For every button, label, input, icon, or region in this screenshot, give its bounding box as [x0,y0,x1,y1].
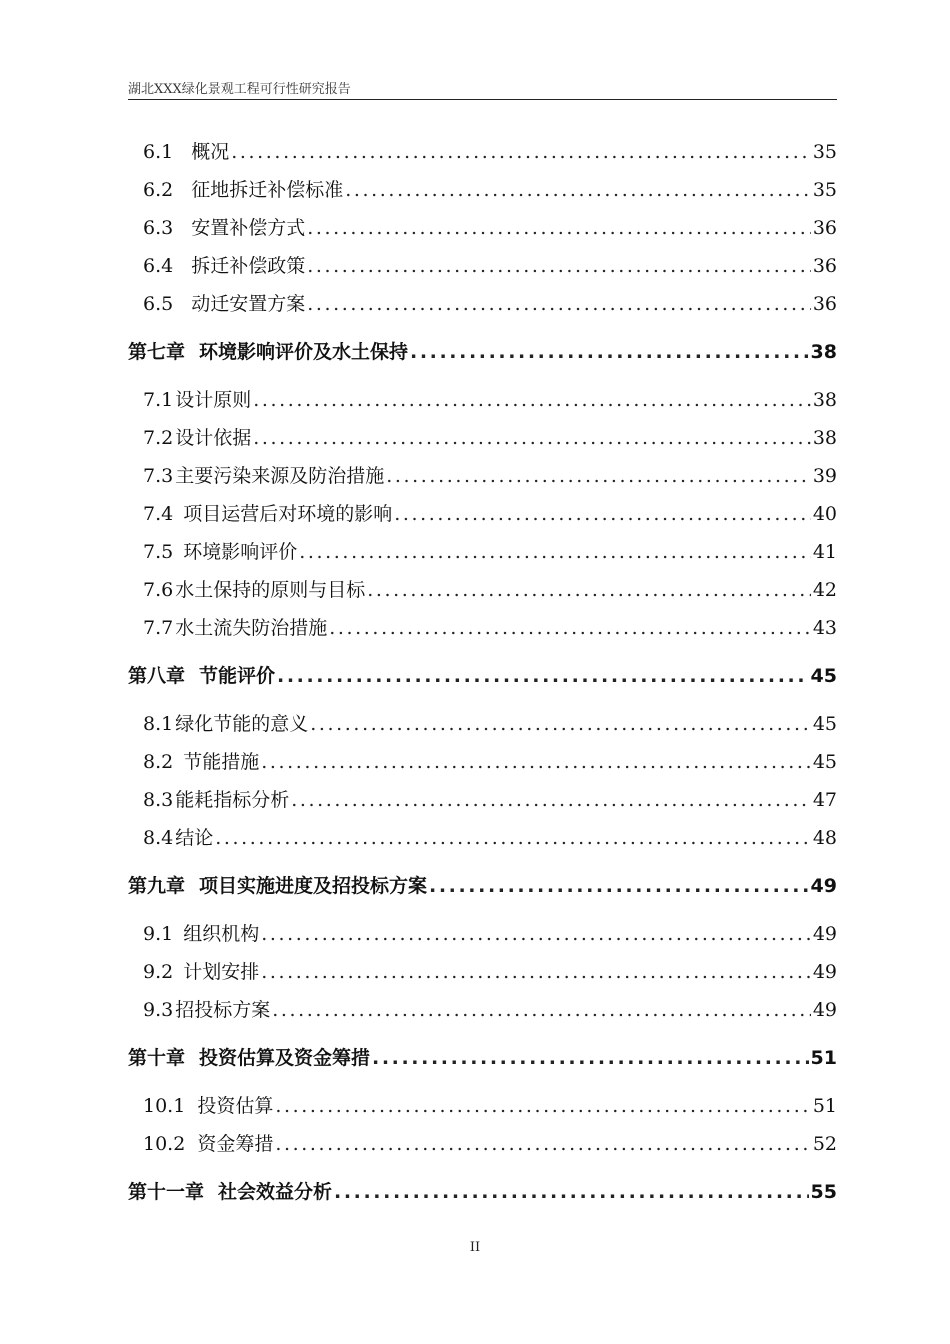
toc-entry-number: 6.2 [143,179,174,201]
toc-entry[interactable] [143,576,837,604]
header-title: 湖北XXX绿化景观工程可行性研究报告 [128,82,351,97]
toc-entry-title: 主要污染来源及防治措施 [175,465,385,487]
toc-entry-page: 51 [812,1095,837,1117]
toc-leader-dots [343,176,811,204]
toc-entry-title: 绿化节能的意义 [175,713,309,735]
toc-entry-title: 招投标方案 [175,999,271,1021]
toc-chapter-title: 环境影响评价及水土保持 [199,341,409,363]
toc-entry-page: 36 [812,255,837,277]
toc-leader-dots [259,958,811,986]
toc-entry-page: 48 [812,827,837,849]
toc-entry-number: 8.2 [143,751,174,773]
toc-entry[interactable] [143,996,837,1024]
toc-chapter-page: 45 [810,665,837,687]
toc-entry-title: 项目运营后对环境的影响 [183,503,393,525]
toc-chapter-page: 38 [810,341,837,363]
toc-entry[interactable] [143,748,837,776]
toc-entry-page: 40 [812,503,837,525]
toc-entry-number: 8.1 [143,713,174,735]
toc-entry-number: 8.3 [143,789,174,811]
toc-chapter-entry[interactable] [128,872,837,900]
toc-entry[interactable] [143,958,837,986]
toc-entry-title: 安置补偿方式 [191,217,306,239]
toc-leader-dots [251,386,811,414]
toc-leader-dots [408,338,809,366]
toc-chapter-entry[interactable] [128,662,837,690]
toc-entry-page: 39 [812,465,837,487]
toc-entry-page: 49 [812,961,837,983]
toc-leader-dots [427,872,809,900]
footer-page-number: II [469,1240,481,1255]
toc-entry-title: 水土保持的原则与目标 [175,579,366,601]
toc-entry-page: 45 [812,751,837,773]
toc-entry-number: 8.4 [143,827,174,849]
toc-entry[interactable] [143,462,837,490]
toc-entry-number: 6.1 [143,141,174,163]
toc-entry-page: 52 [812,1133,837,1155]
toc-entry[interactable] [143,500,837,528]
toc-entry-title: 能耗指标分析 [175,789,290,811]
toc-entry-title: 设计原则 [175,389,252,411]
toc-entry[interactable] [143,710,837,738]
toc-entry-number: 7.3 [143,465,174,487]
toc-leader-dots [259,920,811,948]
toc-chapter-entry[interactable] [128,1178,837,1206]
toc-leader-dots [308,710,811,738]
toc-leader-dots [297,538,811,566]
toc-leader-dots [392,500,811,528]
toc-entry[interactable] [143,538,837,566]
toc-chapter-title: 社会效益分析 [218,1181,333,1203]
toc-entry-title: 概况 [191,141,230,163]
toc-entry-number: 6.4 [143,255,174,277]
toc-entry-number: 7.4 [143,503,174,525]
toc-entry-number: 6.5 [143,293,174,315]
toc-chapter-page: 55 [810,1181,837,1203]
toc-leader-dots [259,748,811,776]
toc-leader-dots [305,252,811,280]
toc-chapter-page: 51 [810,1047,837,1069]
toc-chapter-title: 投资估算及资金筹措 [199,1047,371,1069]
toc-entry-page: 49 [812,999,837,1021]
toc-entry-page: 35 [812,141,837,163]
toc-leader-dots [289,786,811,814]
toc-chapter-number: 第十一章 [128,1181,205,1203]
toc-entry-title: 环境影响评价 [183,541,298,563]
toc-entry-title: 结论 [175,827,214,849]
toc-leader-dots [365,576,811,604]
toc-chapter-number: 第十章 [128,1047,186,1069]
toc-entry-number: 10.2 [143,1133,186,1155]
toc-chapter-number: 第八章 [128,665,186,687]
toc-entry-title: 资金筹措 [197,1133,274,1155]
toc-entry-number: 6.3 [143,217,174,239]
toc-leader-dots [327,614,811,642]
toc-leader-dots [332,1178,809,1206]
toc-entry-page: 35 [812,179,837,201]
toc-entry[interactable] [143,1130,837,1158]
toc-entry-number: 7.2 [143,427,174,449]
toc-entry-title: 投资估算 [197,1095,274,1117]
toc-entry[interactable] [143,176,837,204]
toc-entry[interactable] [143,424,837,452]
toc-chapter-title: 节能评价 [199,665,276,687]
toc-chapter-entry[interactable] [128,1044,837,1072]
toc-leader-dots [305,214,811,242]
toc-entry-number: 7.5 [143,541,174,563]
toc-entry-title: 动迁安置方案 [191,293,306,315]
toc-entry-page: 49 [812,923,837,945]
toc-entry-title: 节能措施 [183,751,260,773]
toc-entry[interactable] [143,214,837,242]
toc-entry-page: 38 [812,427,837,449]
toc-leader-dots [229,138,811,166]
toc-leader-dots [251,424,811,452]
toc-entry-number: 7.1 [143,389,174,411]
toc-entry-page: 43 [812,617,837,639]
toc-entry-number: 9.3 [143,999,174,1021]
toc-leader-dots [384,462,811,490]
toc-entry[interactable] [143,614,837,642]
page-footer [0,1240,950,1255]
toc-entry[interactable] [143,824,837,852]
toc-entry-number: 10.1 [143,1095,186,1117]
toc-entry-number: 7.6 [143,579,174,601]
toc-entry-title: 计划安排 [183,961,260,983]
toc-entry[interactable] [143,252,837,280]
toc-leader-dots [273,1092,810,1120]
toc-entry-page: 36 [812,217,837,239]
toc-chapter-title: 项目实施进度及招投标方案 [199,875,428,897]
toc-entry-number: 7.7 [143,617,174,639]
toc-chapter-entry[interactable] [128,338,837,366]
toc-leader-dots [275,662,809,690]
toc-entry[interactable] [143,386,837,414]
toc-entry[interactable] [143,1092,837,1120]
toc-entry[interactable] [143,786,837,814]
toc-entry-number: 9.1 [143,923,174,945]
toc-entry-page: 47 [812,789,837,811]
toc-leader-dots [270,996,811,1024]
toc-leader-dots [305,290,811,318]
toc-entry[interactable] [143,920,837,948]
toc-entry-page: 42 [812,579,837,601]
toc-entry-page: 36 [812,293,837,315]
toc-chapter-number: 第七章 [128,341,186,363]
toc-entry[interactable] [143,290,837,318]
toc-entry-title: 设计依据 [175,427,252,449]
toc-entry-page: 41 [812,541,837,563]
toc-entry-title: 组织机构 [183,923,260,945]
toc-leader-dots [273,1130,810,1158]
toc-entry-title: 征地拆迁补偿标准 [191,179,344,201]
toc-leader-dots [370,1044,809,1072]
toc-entry-title: 拆迁补偿政策 [191,255,306,277]
toc-chapter-number: 第九章 [128,875,186,897]
toc-chapter-page: 49 [810,875,837,897]
toc-entry-page: 38 [812,389,837,411]
toc-entry[interactable] [143,138,837,166]
toc-entry-page: 45 [812,713,837,735]
toc-entry-number: 9.2 [143,961,174,983]
toc-entry-title: 水土流失防治措施 [175,617,328,639]
toc-leader-dots [213,824,811,852]
